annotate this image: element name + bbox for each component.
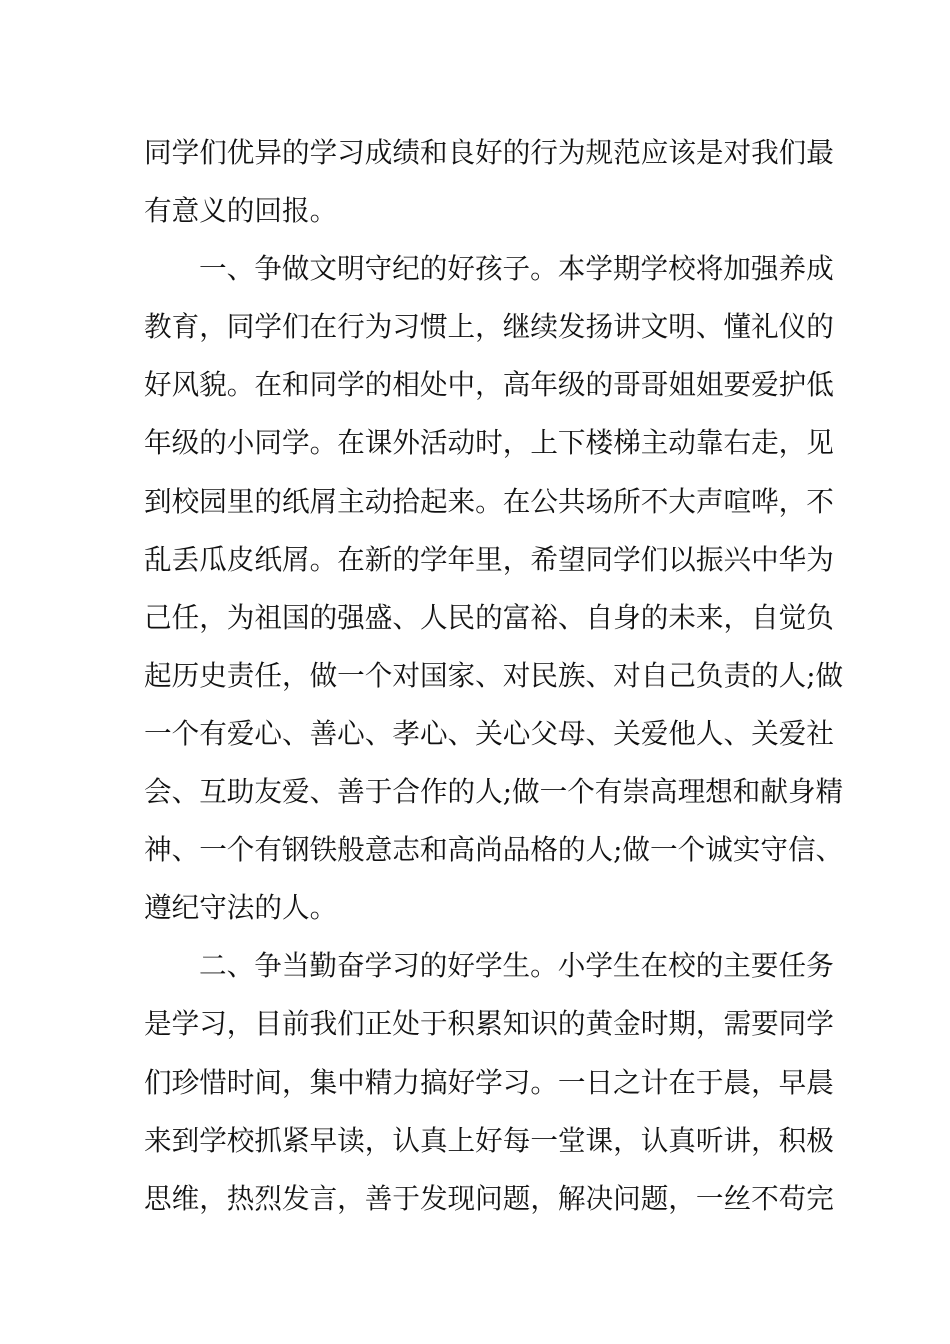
text-line: 教育，同学们在行为习惯上，继续发扬讲文明、懂礼仪的 bbox=[144, 310, 834, 344]
text-line: 同学们优异的学习成绩和良好的行为规范应该是对我们最 bbox=[144, 136, 834, 169]
section-heading-line: 二、争当勤奋学习的好学生。小学生在校的主要任务 bbox=[199, 949, 834, 983]
text-line: 遵纪守法的人。 bbox=[144, 891, 338, 925]
text-line: 有意义的回报。 bbox=[144, 194, 338, 228]
text-line: 年级的小同学。在课外活动时，上下楼梯主动靠右走，见 bbox=[144, 426, 834, 460]
text-line: 到校园里的纸屑主动拾起来。在公共场所不大声喧哗，不 bbox=[144, 484, 834, 518]
text-line: 思维，热烈发言，善于发现问题，解决问题，一丝不苟完 bbox=[144, 1181, 834, 1215]
body-text bbox=[144, 124, 844, 1228]
text-line: 会、互助友爱、善于合作的人;做一个有崇高理想和献身精 bbox=[144, 775, 844, 809]
text-line: 神、一个有钢铁般意志和高尚品格的人;做一个诚实守信、 bbox=[144, 833, 844, 867]
text-line: 好风貌。在和同学的相处中，高年级的哥哥姐姐要爱护低 bbox=[144, 368, 834, 402]
text-line: 起历史责任，做一个对国家、对民族、对自己负责的人;做 bbox=[144, 658, 844, 692]
text-line: 是学习，目前我们正处于积累知识的黄金时期，需要同学 bbox=[144, 1007, 834, 1041]
text-line: 乱丢瓜皮纸屑。在新的学年里，希望同学们以振兴中华为 bbox=[144, 542, 834, 576]
text-line: 己任，为祖国的强盛、人民的富裕、自身的未来，自觉负 bbox=[144, 600, 834, 634]
text-line: 来到学校抓紧早读，认真上好每一堂课，认真听讲，积极 bbox=[144, 1123, 834, 1157]
section-heading-line: 一、争做文明守纪的好孩子。本学期学校将加强养成 bbox=[199, 252, 834, 286]
text-line: 们珍惜时间，集中精力搞好学习。一日之计在于晨，早晨 bbox=[144, 1065, 834, 1099]
text-line: 一个有爱心、善心、孝心、关心父母、关爱他人、关爱社 bbox=[144, 716, 834, 750]
